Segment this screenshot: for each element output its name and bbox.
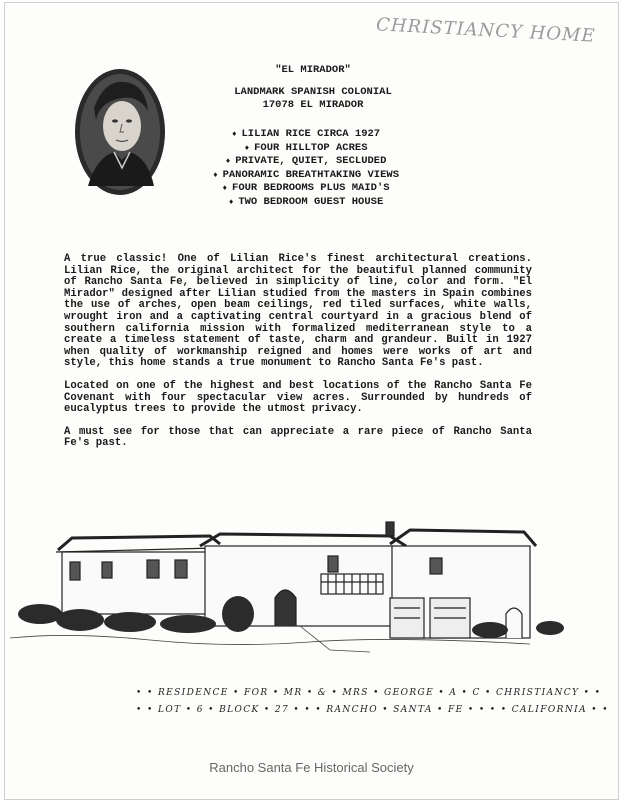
listing-header bbox=[180, 64, 446, 112]
highlight-item: ♦ FOUR BEDROOMS PLUS MAID'S bbox=[176, 182, 436, 196]
house-sketch bbox=[10, 518, 570, 678]
description-paragraph: A true classic! One of Lilian Rice's finest architectural creations. Lilian Rice, the original architect for the beautiful planned community of Rancho Santa Fe, believed in simplicity of line, color and form. "El Mirador" designed after Lilian studied from the masters in Spain combines the use of arches, open beam ceilings, red tiled surfaces, white walls, wrought iron and a captivating central courtyard in a gracious blend of southern california mission with formalized mediterranean style to a create a timeless statement of taste, charm and grandeur. Built in 1927 when quality of workmanship reigned and homes were works of art and style, this home stands a true monument to Rancho Santa Fe's past. bbox=[64, 253, 532, 370]
handwritten-note: CHRISTIANCY HOME bbox=[375, 14, 597, 47]
highlight-item: ♦ LILIAN RICE CIRCA 1927 bbox=[176, 128, 436, 142]
highlight-item: ♦ PRIVATE, QUIET, SECLUDED bbox=[176, 155, 436, 169]
sketch-caption-line1: • • RESIDENCE • FOR • MR • & • MRS • GEORGE • A • C • CHRISTIANCY • • bbox=[136, 688, 602, 698]
portrait-image bbox=[74, 68, 166, 196]
description-paragraph: A must see for those that can appreciate a rare piece of Rancho Santa Fe's past. bbox=[64, 425, 532, 450]
highlights-list bbox=[176, 128, 436, 209]
sketch-caption-line2: • • LOT • 6 • BLOCK • 27 • • • RANCHO • SANTA • FE • • • • CALIFORNIA • • bbox=[136, 705, 609, 715]
footer-credit: Rancho Santa Fe Historical Society bbox=[209, 760, 414, 775]
highlight-item: ♦ TWO BEDROOM GUEST HOUSE bbox=[176, 196, 436, 210]
property-title: "EL MIRADOR" bbox=[275, 64, 351, 76]
highlight-item: ♦ PANORAMIC BREATHTAKING VIEWS bbox=[176, 169, 436, 183]
property-address: 17078 EL MIRADOR bbox=[262, 99, 364, 111]
description bbox=[64, 254, 532, 461]
description-paragraph: Located on one of the highest and best locations of the Rancho Santa Fe Covenant with four spectacular view acres. Surrounded by hundreds of eucalyptus trees to provide the utmost privacy. bbox=[64, 379, 532, 416]
highlight-item: ♦ FOUR HILLTOP ACRES bbox=[176, 142, 436, 156]
property-subtitle: LANDMARK SPANISH COLONIAL bbox=[234, 86, 392, 98]
